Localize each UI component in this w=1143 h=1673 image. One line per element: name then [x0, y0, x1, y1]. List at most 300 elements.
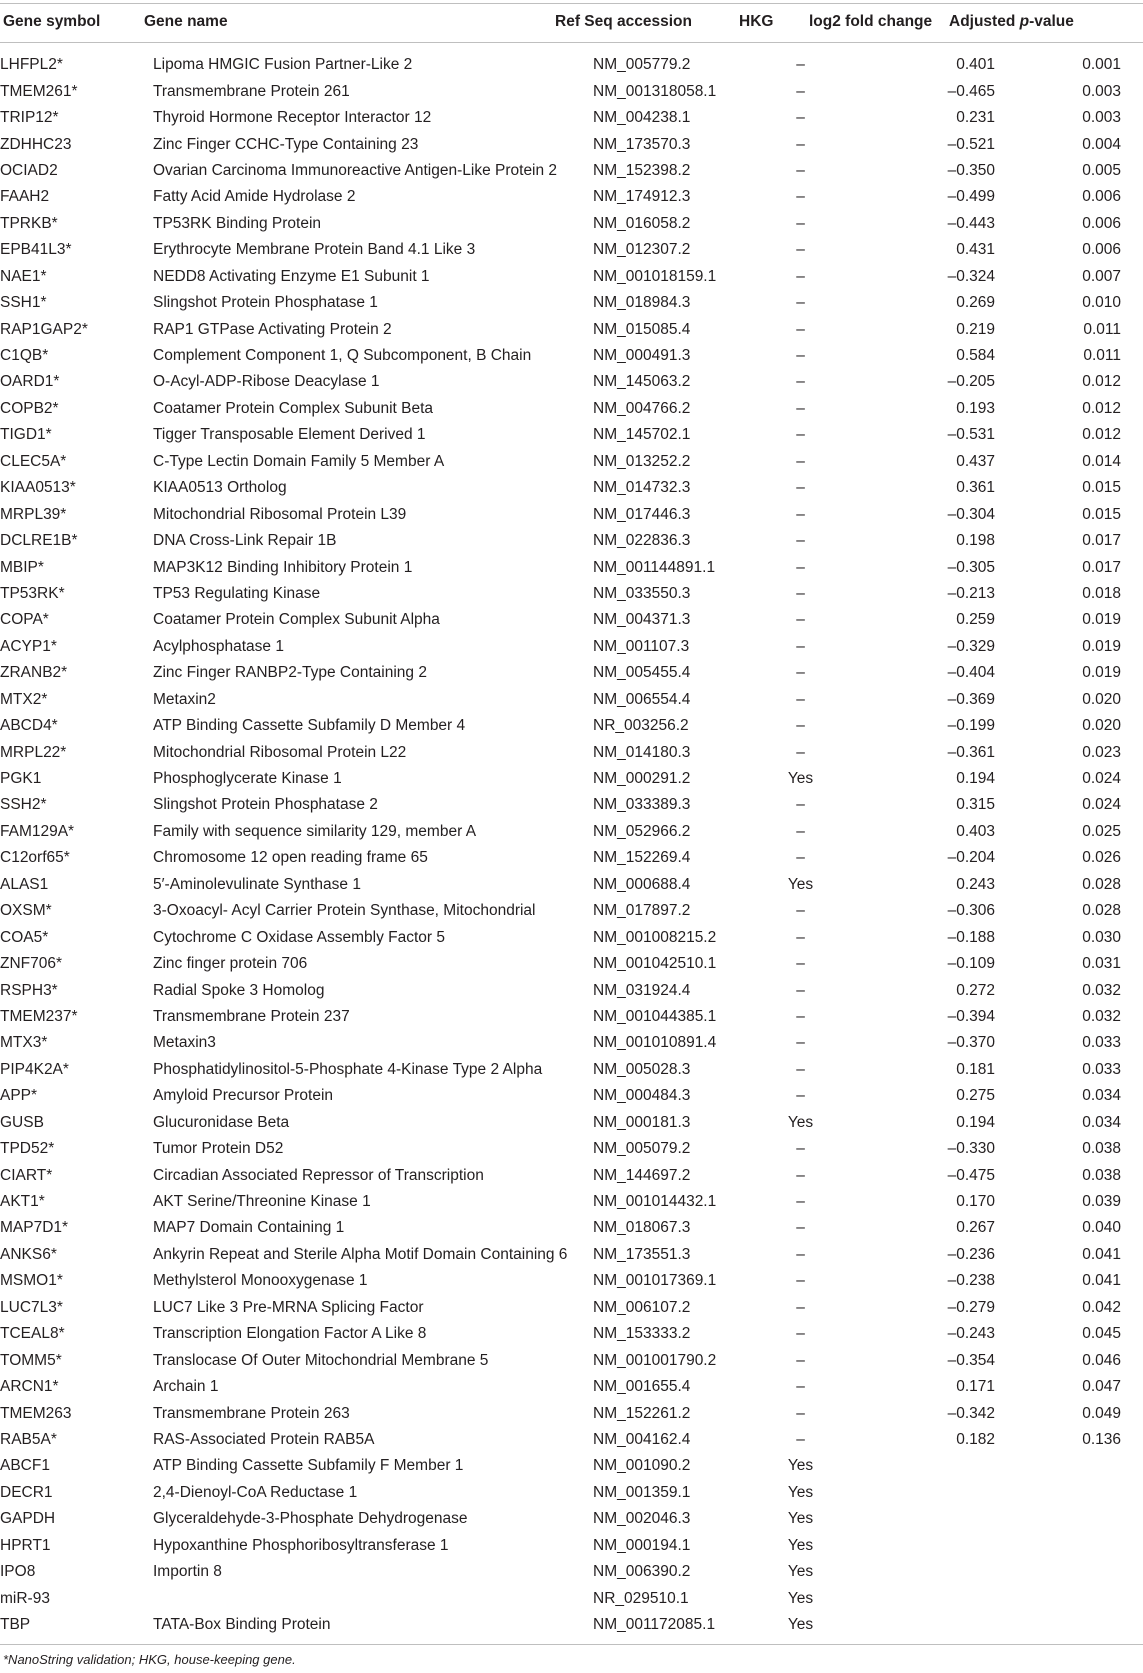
table-row	[0, 1295, 1143, 1321]
gene-symbol-cell: C12orf65*	[0, 849, 70, 867]
hkg-cell: –	[796, 214, 805, 232]
log2-fold-change-cell: –0.199	[947, 717, 995, 735]
ref-seq-cell: NM_017446.3	[593, 505, 691, 523]
log2-fold-change-cell: 0.194	[956, 770, 995, 788]
log2-fold-change-cell: 0.401	[956, 56, 995, 74]
adjusted-p-value-cell: 0.030	[1082, 928, 1121, 946]
ref-seq-cell: NM_006390.2	[593, 1563, 691, 1581]
adjusted-p-value-cell: 0.003	[1082, 82, 1121, 100]
gene-symbol-cell: ZDHHC23	[0, 135, 72, 153]
log2-fold-change-cell: 0.181	[956, 1060, 995, 1078]
table-row	[0, 1189, 1143, 1215]
hkg-cell: –	[796, 928, 805, 946]
hkg-cell: –	[796, 1272, 805, 1290]
ref-seq-cell: NR_029510.1	[593, 1589, 689, 1607]
hkg-cell: Yes	[787, 1483, 814, 1501]
adjusted-p-value-cell: 0.023	[1082, 743, 1121, 761]
gene-name-cell: Amyloid Precursor Protein	[153, 1087, 334, 1105]
gene-name-cell: AKT Serine/Threonine Kinase 1	[153, 1193, 371, 1211]
adjusted-p-value-cell: 0.041	[1082, 1272, 1121, 1290]
gene-symbol-cell: FAM129A*	[0, 822, 75, 840]
ref-seq-cell: NM_000291.2	[593, 770, 691, 788]
gene-name-cell: TP53RK Binding Protein	[153, 214, 322, 232]
adjusted-p-value-cell: 0.032	[1082, 1007, 1121, 1025]
gene-name-cell: Mitochondrial Ribosomal Protein L22	[153, 743, 407, 761]
hkg-cell: –	[796, 188, 805, 206]
ref-seq-cell: NM_001014432.1	[593, 1193, 717, 1211]
adjusted-p-value-cell: 0.012	[1082, 373, 1121, 391]
adjusted-p-value-cell: 0.033	[1082, 1034, 1121, 1052]
log2-fold-change-cell: 0.315	[956, 796, 995, 814]
gene-name-cell: Phosphatidylinositol-5-Phosphate 4-Kinase Type 2 Alpha	[153, 1060, 543, 1078]
ref-seq-cell: NM_000181.3	[593, 1113, 691, 1131]
log2-fold-change-cell: –0.369	[947, 690, 995, 708]
log2-fold-change-cell: –0.443	[947, 214, 995, 232]
log2-fold-change-cell	[848, 1506, 995, 1532]
hkg-cell: –	[796, 1060, 805, 1078]
adjusted-p-value-cell: 0.031	[1082, 955, 1121, 973]
hkg-cell: –	[796, 452, 805, 470]
log2-fold-change-cell: 0.219	[956, 320, 995, 338]
log2-fold-change-cell	[848, 1533, 995, 1559]
ref-seq-cell: NM_033389.3	[593, 796, 691, 814]
table-row	[0, 1559, 1143, 1585]
hkg-cell: –	[796, 82, 805, 100]
gene-symbol-cell: TPD52*	[0, 1140, 55, 1158]
ref-seq-cell: NM_001090.2	[593, 1457, 691, 1475]
table-footnote: *NanoString validation; HKG, house-keeping gene.	[3, 1652, 296, 1667]
hkg-cell: –	[796, 796, 805, 814]
gene-symbol-cell: MAP7D1*	[0, 1219, 69, 1237]
hkg-cell: Yes	[787, 1113, 814, 1131]
table-row	[0, 1215, 1143, 1241]
gene-name-cell: Slingshot Protein Phosphatase 1	[153, 294, 378, 312]
gene-symbol-cell: APP*	[0, 1087, 38, 1105]
ref-seq-cell: NM_005779.2	[593, 56, 691, 74]
ref-seq-cell: NR_003256.2	[593, 717, 689, 735]
log2-fold-change-cell: –0.205	[947, 373, 995, 391]
table-row	[0, 131, 1143, 157]
log2-fold-change-cell: –0.475	[947, 1166, 995, 1184]
ref-seq-cell: NM_022836.3	[593, 532, 691, 550]
table-row	[0, 687, 1143, 713]
adjusted-p-value-cell	[995, 1612, 1143, 1638]
header-gene-symbol: Gene symbol	[3, 13, 101, 30]
gene-symbol-cell: MBIP*	[0, 558, 44, 576]
table-row	[0, 1083, 1143, 1109]
log2-fold-change-cell: –0.394	[947, 1007, 995, 1025]
table-row	[0, 396, 1143, 422]
ref-seq-cell: NM_004766.2	[593, 399, 691, 417]
ref-seq-cell: NM_052966.2	[593, 822, 691, 840]
gene-symbol-cell: MSMO1*	[0, 1272, 63, 1290]
ref-seq-cell: NM_001042510.1	[593, 955, 717, 973]
hkg-cell: –	[796, 505, 805, 523]
gene-symbol-cell: PGK1	[0, 770, 42, 788]
gene-table-body	[0, 52, 1143, 1638]
table-row	[0, 713, 1143, 739]
adjusted-p-value-cell: 0.018	[1082, 584, 1121, 602]
log2-fold-change-cell: –0.279	[947, 1298, 995, 1316]
adjusted-p-value-cell: 0.028	[1082, 902, 1121, 920]
adjusted-p-value-cell: 0.005	[1082, 161, 1121, 179]
table-row	[0, 977, 1143, 1003]
gene-name-cell: Tumor Protein D52	[153, 1140, 284, 1158]
adjusted-p-value-cell: 0.038	[1082, 1140, 1121, 1158]
adjusted-p-value-cell: 0.020	[1082, 690, 1121, 708]
gene-symbol-cell: SSH1*	[0, 294, 47, 312]
gene-symbol-cell: GUSB	[0, 1113, 44, 1131]
adjusted-p-value-cell: 0.024	[1082, 770, 1121, 788]
gene-symbol-cell: RAP1GAP2*	[0, 320, 88, 338]
ref-seq-cell: NM_152398.2	[593, 161, 691, 179]
log2-fold-change-cell: –0.404	[947, 664, 995, 682]
header-gene-name: Gene name	[144, 13, 228, 30]
ref-seq-cell: NM_005079.2	[593, 1140, 691, 1158]
log2-fold-change-cell: –0.243	[947, 1325, 995, 1343]
ref-seq-cell: NM_001010891.4	[593, 1034, 717, 1052]
log2-fold-change-cell	[848, 1559, 995, 1585]
hkg-cell: –	[796, 1298, 805, 1316]
log2-fold-change-cell: 0.243	[956, 875, 995, 893]
adjusted-p-value-cell: 0.033	[1082, 1060, 1121, 1078]
adjusted-p-value-cell: 0.017	[1082, 532, 1121, 550]
table-row	[0, 660, 1143, 686]
table-row	[0, 78, 1143, 104]
ref-seq-cell: NM_145702.1	[593, 426, 691, 444]
log2-fold-change-cell: 0.403	[956, 822, 995, 840]
adjusted-p-value-cell: 0.042	[1082, 1298, 1121, 1316]
log2-fold-change-cell: 0.259	[956, 611, 995, 629]
gene-name-cell: Erythrocyte Membrane Protein Band 4.1 Like 3	[153, 241, 476, 259]
adjusted-p-value-cell: 0.049	[1082, 1404, 1121, 1422]
adjusted-p-value-cell: 0.012	[1082, 426, 1121, 444]
adjusted-p-value-cell: 0.007	[1082, 267, 1121, 285]
table-row	[0, 211, 1143, 237]
ref-seq-cell: NM_001017369.1	[593, 1272, 717, 1290]
ref-seq-cell: NM_001107.3	[593, 637, 690, 655]
hkg-cell: –	[796, 241, 805, 259]
gene-name-cell: Coatamer Protein Complex Subunit Alpha	[153, 611, 440, 629]
adjusted-p-value-cell: 0.006	[1082, 241, 1121, 259]
hkg-cell: Yes	[787, 1589, 814, 1607]
hkg-cell: –	[796, 532, 805, 550]
gene-name-cell: MAP3K12 Binding Inhibitory Protein 1	[153, 558, 413, 576]
gene-name-cell: RAP1 GTPase Activating Protein 2	[153, 320, 392, 338]
log2-fold-change-cell: –0.304	[947, 505, 995, 523]
gene-name-cell: DNA Cross-Link Repair 1B	[153, 532, 337, 550]
gene-symbol-cell: EPB41L3*	[0, 241, 72, 259]
adjusted-p-value-cell	[995, 1585, 1143, 1611]
log2-fold-change-cell: –0.499	[947, 188, 995, 206]
ref-seq-cell: NM_144697.2	[593, 1166, 691, 1184]
gene-symbol-cell: GAPDH	[0, 1510, 56, 1528]
ref-seq-cell: NM_000484.3	[593, 1087, 691, 1105]
log2-fold-change-cell: –0.531	[947, 426, 995, 444]
gene-name-cell: Lipoma HMGIC Fusion Partner-Like 2	[153, 56, 413, 74]
adjusted-p-value-cell: 0.006	[1082, 214, 1121, 232]
gene-symbol-cell: OARD1*	[0, 373, 60, 391]
table-row	[0, 1480, 1143, 1506]
hkg-cell: –	[796, 109, 805, 127]
ref-seq-cell: NM_001655.4	[593, 1378, 691, 1396]
hkg-cell: Yes	[787, 1457, 814, 1475]
gene-symbol-cell: COPA*	[0, 611, 49, 629]
gene-symbol-cell: OCIAD2	[0, 161, 58, 179]
table-row	[0, 607, 1143, 633]
table-row	[0, 1585, 1143, 1611]
table-row	[0, 528, 1143, 554]
gene-symbol-cell: SSH2*	[0, 796, 47, 814]
ref-seq-cell: NM_014732.3	[593, 479, 691, 497]
gene-name-cell: Thyroid Hormone Receptor Interactor 12	[153, 109, 432, 127]
ref-seq-cell: NM_000491.3	[593, 347, 691, 365]
gene-symbol-cell: TMEM263	[0, 1404, 72, 1422]
header-hkg: HKG	[739, 13, 774, 30]
hkg-cell: –	[796, 717, 805, 735]
log2-fold-change-cell: –0.350	[947, 161, 995, 179]
hkg-cell: –	[796, 584, 805, 602]
gene-name-cell: Glucuronidase Beta	[153, 1113, 290, 1131]
log2-fold-change-cell: –0.521	[947, 135, 995, 153]
gene-symbol-cell: COA5*	[0, 928, 49, 946]
hkg-cell: Yes	[787, 875, 814, 893]
gene-name-cell: Archain 1	[153, 1378, 219, 1396]
gene-symbol-cell: miR-93	[0, 1589, 50, 1607]
log2-fold-change-cell: 0.193	[956, 399, 995, 417]
gene-name-cell: ATP Binding Cassette Subfamily D Member 4	[153, 717, 466, 735]
table-row	[0, 1612, 1143, 1638]
gene-name-cell: Glyceraldehyde-3-Phosphate Dehydrogenase	[153, 1510, 468, 1528]
hkg-cell: –	[796, 611, 805, 629]
table-row	[0, 581, 1143, 607]
gene-name-cell: TP53 Regulating Kinase	[153, 584, 321, 602]
adjusted-p-value-cell: 0.040	[1082, 1219, 1121, 1237]
header-adjusted-p-value	[949, 13, 1074, 31]
gene-symbol-cell: MRPL22*	[0, 743, 67, 761]
hkg-cell: –	[796, 1034, 805, 1052]
table-row	[0, 343, 1143, 369]
gene-table	[0, 52, 1143, 1638]
hkg-cell: Yes	[787, 1536, 814, 1554]
table-row	[0, 1321, 1143, 1347]
gene-symbol-cell: ARCN1*	[0, 1378, 59, 1396]
ref-seq-cell: NM_153333.2	[593, 1325, 691, 1343]
hkg-cell: –	[796, 1087, 805, 1105]
log2-fold-change-cell: –0.370	[947, 1034, 995, 1052]
gene-name-cell: ATP Binding Cassette Subfamily F Member 1	[153, 1457, 464, 1475]
gene-symbol-cell: TPRKB*	[0, 214, 58, 232]
hkg-cell: –	[796, 347, 805, 365]
log2-fold-change-cell: 0.198	[956, 532, 995, 550]
ref-seq-cell: NM_001359.1	[593, 1483, 691, 1501]
hkg-cell: –	[796, 849, 805, 867]
gene-name-cell: Complement Component 1, Q Subcomponent, B Chain	[153, 347, 532, 365]
gene-name-cell: Coatamer Protein Complex Subunit Beta	[153, 399, 434, 417]
ref-seq-cell: NM_145063.2	[593, 373, 691, 391]
adjusted-p-value-cell: 0.014	[1082, 452, 1121, 470]
gene-name-cell: Cytochrome C Oxidase Assembly Factor 5	[153, 928, 446, 946]
gene-name-cell: 5′-Aminolevulinate Synthase 1	[153, 875, 361, 893]
ref-seq-cell: NM_001001790.2	[593, 1351, 717, 1369]
table-row	[0, 1268, 1143, 1294]
gene-symbol-cell: PIP4K2A*	[0, 1060, 69, 1078]
gene-symbol-cell: ZNF706*	[0, 955, 63, 973]
ref-seq-cell: NM_152261.2	[593, 1404, 691, 1422]
header-adjusted-p-suffix: -value	[1029, 13, 1074, 30]
log2-fold-change-cell: –0.465	[947, 82, 995, 100]
gene-name-cell: MAP7 Domain Containing 1	[153, 1219, 345, 1237]
table-row	[0, 1110, 1143, 1136]
adjusted-p-value-cell: 0.028	[1082, 875, 1121, 893]
gene-symbol-cell: LHFPL2*	[0, 56, 63, 74]
hkg-cell: –	[796, 294, 805, 312]
hkg-cell: –	[796, 373, 805, 391]
gene-symbol-cell: DECR1	[0, 1483, 53, 1501]
hkg-cell: Yes	[787, 1563, 814, 1581]
log2-fold-change-cell	[848, 1480, 995, 1506]
table-top-rule	[0, 3, 1143, 4]
gene-name-cell: Phosphoglycerate Kinase 1	[153, 770, 342, 788]
table-row	[0, 898, 1143, 924]
ref-seq-cell: NM_031924.4	[593, 981, 691, 999]
adjusted-p-value-cell: 0.046	[1082, 1351, 1121, 1369]
adjusted-p-value-cell: 0.034	[1082, 1087, 1121, 1105]
log2-fold-change-cell: –0.306	[947, 902, 995, 920]
gene-symbol-cell: KIAA0513*	[0, 479, 76, 497]
header-adjusted-p-italic: p	[1019, 13, 1030, 30]
adjusted-p-value-cell: 0.024	[1082, 796, 1121, 814]
hkg-cell: –	[796, 1245, 805, 1263]
table-row	[0, 1004, 1143, 1030]
hkg-cell: –	[796, 981, 805, 999]
table-row	[0, 184, 1143, 210]
table-row	[0, 1057, 1143, 1083]
gene-name-cell: Radial Spoke 3 Homolog	[153, 981, 325, 999]
gene-symbol-cell: TRIP12*	[0, 109, 59, 127]
gene-name-cell: Transmembrane Protein 263	[153, 1404, 350, 1422]
hkg-cell: –	[796, 135, 805, 153]
gene-symbol-cell: C1QB*	[0, 347, 49, 365]
gene-symbol-cell: COPB2*	[0, 399, 59, 417]
adjusted-p-value-cell	[995, 1453, 1143, 1479]
gene-name-cell: KIAA0513 Ortholog	[153, 479, 287, 497]
hkg-cell: Yes	[787, 1616, 814, 1634]
gene-name-cell: Translocase Of Outer Mitochondrial Membrane 5	[153, 1351, 489, 1369]
gene-symbol-cell: DCLRE1B*	[0, 532, 78, 550]
gene-name-cell: Methylsterol Monooxygenase 1	[153, 1272, 368, 1290]
table-row	[0, 951, 1143, 977]
adjusted-p-value-cell: 0.006	[1082, 188, 1121, 206]
hkg-cell: –	[796, 1007, 805, 1025]
log2-fold-change-cell: –0.213	[947, 584, 995, 602]
gene-name-cell: O-Acyl-ADP-Ribose Deacylase 1	[153, 373, 380, 391]
hkg-cell: –	[796, 1140, 805, 1158]
hkg-cell: –	[796, 426, 805, 444]
gene-name-cell: Importin 8	[153, 1563, 222, 1581]
hkg-cell: –	[796, 399, 805, 417]
log2-fold-change-cell: –0.324	[947, 267, 995, 285]
log2-fold-change-cell: 0.194	[956, 1113, 995, 1131]
gene-symbol-cell: ZRANB2*	[0, 664, 68, 682]
log2-fold-change-cell: 0.437	[956, 452, 995, 470]
ref-seq-cell: NM_018067.3	[593, 1219, 691, 1237]
hkg-cell: –	[796, 320, 805, 338]
gene-symbol-cell: FAAH2	[0, 188, 50, 206]
table-row	[0, 1374, 1143, 1400]
table-row	[0, 792, 1143, 818]
log2-fold-change-cell: –0.330	[947, 1140, 995, 1158]
log2-fold-change-cell: 0.361	[956, 479, 995, 497]
hkg-cell: –	[796, 1378, 805, 1396]
table-row	[0, 449, 1143, 475]
gene-name-cell: Zinc Finger CCHC-Type Containing 23	[153, 135, 419, 153]
log2-fold-change-cell: –0.361	[947, 743, 995, 761]
table-row	[0, 766, 1143, 792]
gene-name-cell: Chromosome 12 open reading frame 65	[153, 849, 428, 867]
gene-name-cell: Slingshot Protein Phosphatase 2	[153, 796, 378, 814]
gene-symbol-cell: RSPH3*	[0, 981, 58, 999]
table-row	[0, 845, 1143, 871]
gene-symbol-cell: ABCD4*	[0, 717, 58, 735]
adjusted-p-value-cell: 0.015	[1082, 505, 1121, 523]
gene-symbol-cell: CIART*	[0, 1166, 53, 1184]
ref-seq-cell: NM_014180.3	[593, 743, 691, 761]
gene-name-cell: Acylphosphatase 1	[153, 637, 284, 655]
hkg-cell: –	[796, 1325, 805, 1343]
hkg-cell: –	[796, 558, 805, 576]
log2-fold-change-cell: 0.182	[956, 1430, 995, 1448]
gene-symbol-cell: TMEM237*	[0, 1007, 78, 1025]
header-ref-seq: Ref Seq accession	[555, 13, 692, 30]
log2-fold-change-cell: 0.267	[956, 1219, 995, 1237]
ref-seq-cell: NM_002046.3	[593, 1510, 691, 1528]
hkg-cell: –	[796, 161, 805, 179]
ref-seq-cell: NM_001044385.1	[593, 1007, 717, 1025]
gene-symbol-cell: AKT1*	[0, 1193, 45, 1211]
log2-fold-change-cell	[848, 1612, 995, 1638]
gene-symbol-cell: TIGD1*	[0, 426, 52, 444]
gene-symbol-cell: TBP	[0, 1616, 31, 1634]
table-row	[0, 1453, 1143, 1479]
adjusted-p-value-cell: 0.011	[1083, 347, 1121, 365]
table-bottom-rule	[0, 1644, 1143, 1645]
adjusted-p-value-cell: 0.039	[1082, 1193, 1121, 1211]
ref-seq-cell: NM_173570.3	[593, 135, 691, 153]
log2-fold-change-cell: 0.272	[956, 981, 995, 999]
gene-symbol-cell: MTX2*	[0, 690, 48, 708]
ref-seq-cell: NM_016058.2	[593, 214, 691, 232]
log2-fold-change-cell: 0.269	[956, 294, 995, 312]
log2-fold-change-cell: –0.109	[947, 955, 995, 973]
log2-fold-change-cell: –0.236	[947, 1245, 995, 1263]
gene-symbol-cell: ABCF1	[0, 1457, 50, 1475]
gene-name-cell: Circadian Associated Repressor of Transcription	[153, 1166, 484, 1184]
header-adjusted-p-prefix: Adjusted	[949, 13, 1020, 30]
adjusted-p-value-cell: 0.032	[1082, 981, 1121, 999]
gene-name-cell: Zinc finger protein 706	[153, 955, 308, 973]
table-row	[0, 1427, 1143, 1453]
gene-symbol-cell: IPO8	[0, 1563, 36, 1581]
adjusted-p-value-cell: 0.026	[1082, 849, 1121, 867]
adjusted-p-value-cell: 0.020	[1082, 717, 1121, 735]
gene-name-cell: NEDD8 Activating Enzyme E1 Subunit 1	[153, 267, 430, 285]
ref-seq-cell: NM_006554.4	[593, 690, 691, 708]
gene-name-cell: Transcription Elongation Factor A Like 8	[153, 1325, 427, 1343]
gene-name-cell: Mitochondrial Ribosomal Protein L39	[153, 505, 407, 523]
adjusted-p-value-cell: 0.019	[1082, 637, 1121, 655]
gene-name-cell: TATA-Box Binding Protein	[153, 1616, 331, 1634]
